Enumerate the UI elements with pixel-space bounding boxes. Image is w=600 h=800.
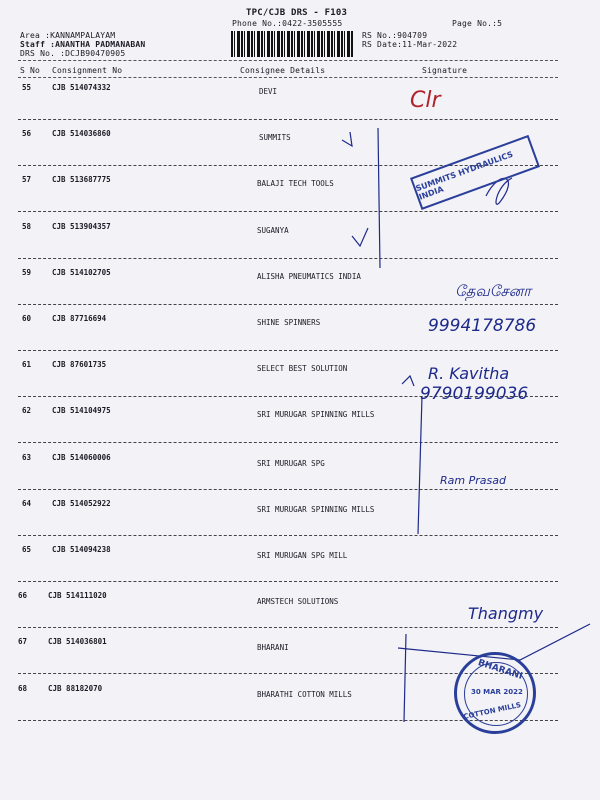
- row-consignee: SRI MURUGAR SPG: [257, 458, 325, 468]
- row-consignment: CJB 514104975: [52, 406, 111, 416]
- row-consignee: SUGANYA: [257, 225, 289, 235]
- vertical-stroke-3: [404, 634, 406, 722]
- page-number: Page No.:5: [452, 19, 503, 28]
- row-consignee: BHARATHI COTTON MILLS: [257, 689, 352, 699]
- row-consignment: CJB 513687775: [52, 175, 111, 185]
- rs-number: RS No.:904709: [362, 31, 428, 40]
- row-consignee: SRI MURUGAR SPINNING MILLS: [257, 504, 375, 514]
- document-title: TPC/CJB DRS - F103: [246, 8, 348, 18]
- row-sno: 65: [22, 545, 32, 554]
- signature-tamil: தேவசேனா: [455, 282, 532, 300]
- col-signature: Signature: [422, 66, 468, 75]
- row-consignment: CJB 514036860: [52, 129, 111, 139]
- tick-mark-58: [352, 228, 368, 246]
- signature-thangam: Thangmy: [468, 604, 544, 623]
- row-consignment: CJB 514094238: [52, 545, 111, 554]
- vertical-stroke-2: [418, 396, 422, 534]
- tick-mark-61: [402, 376, 414, 386]
- row-consignment: CJB 514074332: [52, 83, 111, 92]
- bharani-stamp-bottom: COTTON MILLS: [462, 700, 522, 722]
- row-consignment: CJB 514036801: [48, 637, 107, 647]
- vertical-stroke-1: [378, 128, 380, 268]
- row-consignee: BHARANI: [257, 643, 289, 653]
- row-consignee: DEVI: [259, 87, 278, 96]
- row-consignment: CJB 88182070: [48, 683, 103, 693]
- row-consignee: ALISHA PNEUMATICS INDIA: [257, 271, 361, 281]
- bharani-stamp: [454, 652, 536, 734]
- row-sno: 57: [22, 175, 32, 185]
- row-sno: 62: [22, 406, 32, 416]
- row-consignee: ARMSTECH SOLUTIONS: [257, 597, 339, 607]
- row-consignment: CJB 514102705: [52, 267, 111, 277]
- row-consignment: CJB 87716694: [52, 314, 107, 323]
- row-sno: 67: [18, 637, 28, 647]
- summits-stamp-text: SUMMITS HYDRAULICS INDIA: [414, 149, 515, 202]
- rs-date: RS Date:11-Mar-2022: [362, 40, 458, 49]
- signature-devi: Clr: [410, 88, 441, 113]
- col-sno: S No: [20, 66, 41, 75]
- row-consignee: SELECT BEST SOLUTION: [257, 364, 348, 374]
- row-sno: 58: [22, 221, 32, 231]
- row-sno: 55: [22, 83, 32, 92]
- col-consignee: Consignee Details: [240, 66, 326, 75]
- row-consignment: CJB 513904357: [52, 221, 111, 231]
- row-sno: 59: [22, 267, 32, 277]
- signature-phone-2: 9790199036: [420, 384, 529, 404]
- col-consignment: Consignment No: [52, 66, 123, 75]
- bharani-stamp-top: BHARANI: [476, 658, 524, 682]
- row-consignment: CJB 514052922: [52, 498, 111, 508]
- row-sno: 63: [22, 452, 32, 462]
- row-consignee: SRI MURUGAR SPINNING MILLS: [257, 410, 375, 420]
- signature-strokes: [342, 128, 590, 722]
- signature-ramprasad: Ram Prasad: [440, 474, 506, 487]
- signature-kavitha: R. Kavitha: [428, 364, 510, 383]
- drs-number: DRS No. :DCJB90470905: [20, 49, 126, 58]
- row-consignment: CJB 87601735: [52, 360, 107, 370]
- signature-phone-1: 9994178786: [428, 316, 537, 336]
- row-consignee: SHINE SPINNERS: [257, 318, 321, 327]
- bharani-stamp-date: 30 MAR 2022: [471, 688, 523, 696]
- area-label: Area :KANNAMPALAYAM: [20, 31, 116, 40]
- tick-mark-56: [342, 132, 352, 146]
- row-consignment: CJB 514060006: [52, 452, 111, 462]
- phone-number: Phone No.:0422-3505555: [232, 19, 343, 28]
- row-consignee: SUMMITS: [259, 133, 291, 143]
- row-consignee: SRI MURUGAN SPG MILL: [257, 551, 348, 560]
- row-sno: 60: [22, 314, 32, 323]
- staff-label: Staff :ANANTHA PADMANABAN: [20, 40, 146, 49]
- row-sno: 61: [22, 360, 32, 370]
- row-sno: 56: [22, 129, 32, 139]
- row-consignee: BALAJI TECH TOOLS: [257, 179, 334, 189]
- row-consignment: CJB 514111020: [48, 591, 107, 601]
- row-sno: 64: [22, 498, 32, 508]
- row-sno: 66: [18, 591, 28, 601]
- row-sno: 68: [18, 683, 28, 693]
